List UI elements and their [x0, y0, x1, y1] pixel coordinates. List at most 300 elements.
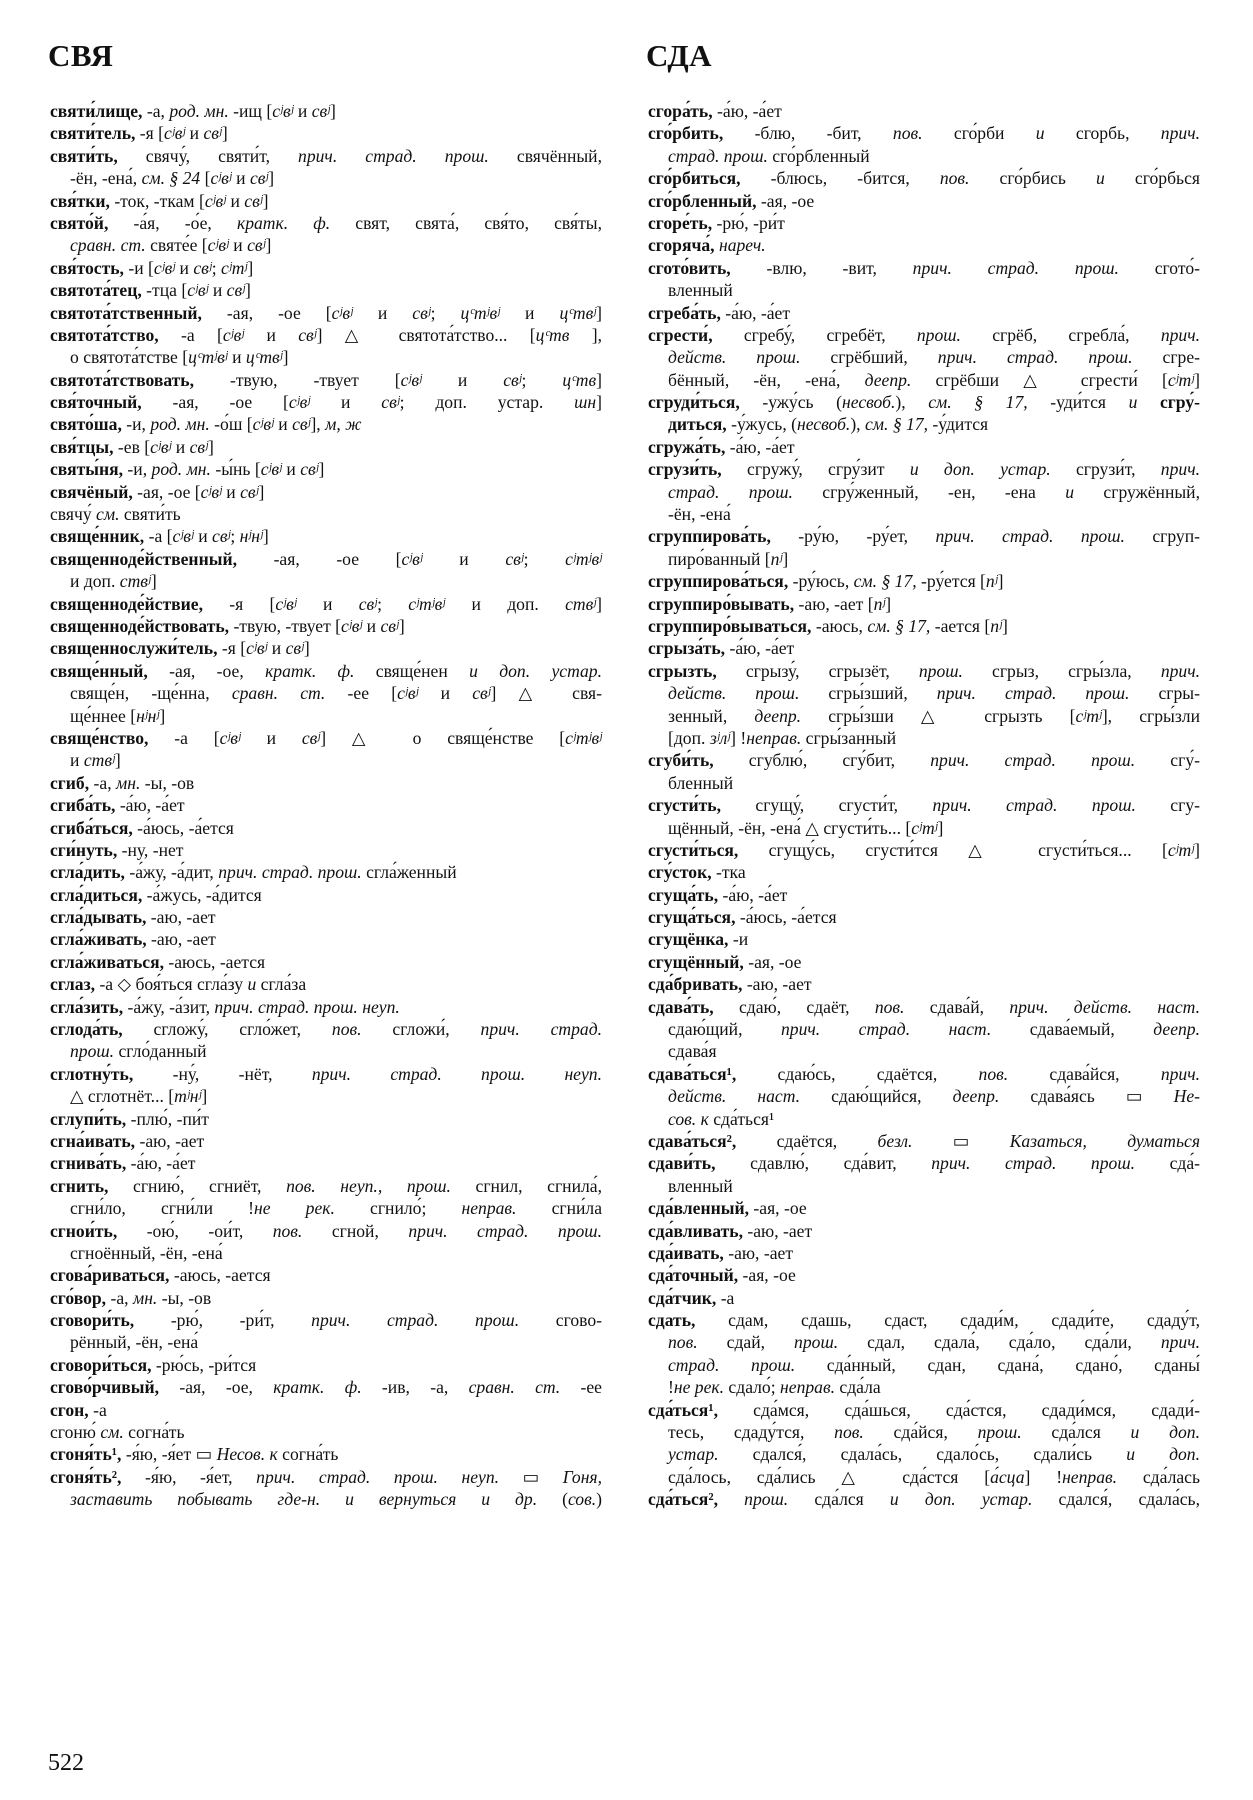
headword: сглупи́ть,: [50, 1108, 127, 1129]
grammar-label: заставить побывать где-н. и вернуться и др.: [70, 1489, 538, 1510]
headword: свяще́нство,: [50, 727, 149, 748]
grammar-label: сʲвʲ: [401, 548, 423, 569]
grammar-label: сʲтʲ: [911, 817, 938, 838]
headword: святота́тство,: [50, 324, 159, 345]
dictionary-entry-line: [50, 481, 602, 503]
dictionary-entry-line: [648, 1152, 1200, 1174]
headword: сговори́ть,: [50, 1310, 135, 1331]
headword: сгна́ивать,: [50, 1130, 136, 1151]
entry-text: сгложу́, сгло́жет,: [122, 1019, 332, 1040]
entry-text: сда́ться¹: [708, 1108, 775, 1129]
entry-text: сгорбь,: [1044, 123, 1161, 144]
grammar-label: прич.: [1160, 459, 1200, 480]
entry-text: -тка: [711, 862, 746, 883]
headword: сги́нуть,: [50, 839, 118, 860]
headword: сгоряча́,: [648, 235, 715, 256]
entry-text: -твую, -твует [: [229, 615, 342, 636]
entry-text: (: [537, 1489, 568, 1510]
headword: сда́ться²,: [648, 1489, 718, 1510]
dictionary-entry-line: [50, 1421, 602, 1443]
headword: сгу́сток,: [648, 862, 712, 883]
entry-text: сда́йся,: [863, 1422, 978, 1443]
grammar-label: прич. страд. прош.: [298, 145, 489, 166]
grammar-label: прич. страд. прош.: [936, 683, 1130, 704]
grammar-label: сʲвʲ: [341, 615, 363, 636]
entry-text: -аюсь, -ается: [169, 1265, 271, 1286]
entry-text: и: [240, 727, 302, 748]
entry-text: сдал, сдала́, сда́ло, сда́ли,: [838, 1332, 1161, 1353]
entry-text: -ая, -ое,: [147, 660, 266, 681]
headword: священноде́йствовать,: [50, 615, 230, 636]
dictionary-entry-line: [50, 1018, 602, 1040]
grammar-label: прич. страд. прош.: [912, 257, 1119, 278]
dictionary-entry-line: [50, 615, 602, 637]
entry-text: сдавлю́, сда́вит,: [715, 1153, 932, 1174]
grammar-label: прош.: [794, 1332, 839, 1353]
dictionary-entry-line: [50, 436, 602, 458]
entry-text: -ну́, -нёт,: [133, 1063, 312, 1084]
entry-text: сдава́ясь ▭: [999, 1086, 1174, 1107]
entry-text: сда́ла: [835, 1377, 881, 1398]
entry-text: ]: [207, 436, 214, 457]
entry-text: сгни́ла: [516, 1198, 603, 1219]
grammar-label: свʲ: [292, 414, 311, 435]
entry-text: сгово-: [519, 1310, 602, 1331]
dictionary-entry-line: [648, 615, 1200, 637]
dictionary-entry-line: [648, 167, 1200, 189]
grammar-label: прош.: [744, 1489, 789, 1510]
dictionary-entry-line: [648, 839, 1200, 861]
entry-text: и: [244, 324, 299, 345]
dictionary-entry-line: [50, 1063, 602, 1085]
headword: сгиба́ть,: [50, 795, 116, 816]
entry-text: -а ◇ боя́ться сгла́зу: [95, 974, 248, 995]
entry-text: -ая, -ое [: [201, 302, 332, 323]
entry-text: -влю, -вит,: [730, 257, 913, 278]
entry-continuation-line: [648, 1018, 1200, 1040]
entry-text: сдам, сдашь, сдаст, сдади́м, сдади́те, сдаду́т,: [695, 1310, 1200, 1331]
grammar-label: свʲ: [212, 526, 231, 547]
grammar-label: неправ.: [746, 727, 802, 748]
dictionary-entry-line: [648, 794, 1200, 816]
headword: сгрызть,: [648, 660, 717, 681]
entry-text: ]: [596, 369, 602, 390]
dictionary-entry-line: [50, 212, 602, 234]
dictionary-entry-line: [648, 212, 1200, 234]
grammar-label: пʲ: [873, 593, 886, 614]
grammar-label: сʲвʲ: [288, 392, 311, 413]
grammar-label: прич.: [1160, 324, 1200, 345]
entry-text: -а,: [106, 1287, 133, 1308]
grammar-label: сравн. ст.: [231, 683, 326, 704]
dictionary-entry-line: [50, 1264, 602, 1286]
grammar-label: пов.: [272, 1220, 303, 1241]
entry-text: -а́ю, -а́ет: [126, 1153, 196, 1174]
entry-text: сдава́й,: [904, 996, 1010, 1017]
grammar-label: кратк. ф.: [273, 1377, 362, 1398]
headword: сгусти́ть,: [648, 795, 721, 816]
grammar-label: прич. страд. прош.: [218, 862, 362, 883]
entry-text: сда́лось, сда́лись △ сда́стся [: [668, 1466, 991, 1487]
grammar-label: прич. страд. прош.: [932, 795, 1136, 816]
entry-text: -о́ш [: [209, 414, 253, 435]
entry-text: -и: [728, 929, 749, 950]
grammar-label: свʲ: [300, 459, 319, 480]
entry-text: свяще́нен: [354, 660, 470, 681]
headword: священноде́йственный,: [50, 548, 237, 569]
dictionary-entry-line: [50, 727, 602, 749]
entry-text: и: [421, 369, 504, 390]
entry-text: -а [: [158, 324, 223, 345]
grammar-label: свʲ: [193, 257, 212, 278]
entry-text: сгото́-: [1118, 257, 1200, 278]
grammar-label: пов. неуп., прош.: [286, 1175, 451, 1196]
dictionary-entry-line: [50, 122, 602, 144]
grammar-label: сʲвʲ: [204, 190, 227, 211]
entry-text: -у́дится: [928, 414, 989, 435]
entry-text: ▭: [912, 1130, 1010, 1151]
entry-continuation-line: [648, 772, 1200, 794]
grammar-label: сʲвʲ: [210, 168, 232, 189]
entry-text: -а́ю, -а́ет: [718, 884, 788, 905]
grammar-label: свʲ: [298, 324, 317, 345]
entry-continuation-line: [648, 727, 1200, 749]
grammar-label: прич. страд. наст.: [781, 1019, 992, 1040]
headword: свяще́нник,: [50, 526, 145, 547]
grammar-label: сʲвʲ: [219, 727, 241, 748]
dictionary-entry-line: [648, 458, 1200, 480]
grammar-label: прич.: [1160, 123, 1200, 144]
entry-text: сда́лся: [1021, 1422, 1131, 1443]
grammar-label: не рек.: [673, 1377, 725, 1398]
entry-text: ]: [318, 459, 325, 480]
grammar-label: сʲвʲ: [252, 414, 274, 435]
grammar-label: и: [1096, 168, 1105, 189]
entry-text: и: [418, 683, 473, 704]
dictionary-entry-line: [648, 996, 1200, 1018]
entry-continuation-line: [50, 167, 602, 189]
entry-text: и: [227, 347, 246, 368]
headword: святота́тствовать,: [50, 369, 195, 390]
grammar-label: цᶜтв: [562, 369, 597, 390]
grammar-label: ствʲ: [119, 571, 151, 592]
headword: сгру́-: [1137, 392, 1200, 413]
grammar-label: и: [1065, 481, 1075, 502]
entry-text: -а́я, -о́е,: [108, 212, 237, 233]
entry-text: о святота́тстве [: [70, 347, 189, 368]
dictionary-entry-line: [50, 503, 602, 525]
entry-text: и: [273, 414, 293, 435]
entry-text: ], сгры́зли: [1101, 705, 1200, 726]
dictionary-entry-line: [50, 884, 602, 906]
entry-text: сгноённый, -ён, -ена́: [70, 1242, 223, 1263]
headword: сго́вор,: [50, 1287, 107, 1308]
entry-text: святе́е [: [145, 235, 208, 256]
entry-text: сгублю́, сгу́бит,: [713, 750, 931, 771]
entry-text: -аюсь, -ается: [163, 951, 266, 972]
entry-text: свячённый,: [488, 145, 602, 166]
grammar-label: не рек.: [254, 1198, 335, 1219]
entry-text: и: [208, 280, 227, 301]
entry-text: -ы, -ов: [157, 1287, 212, 1308]
entry-text: ]: [303, 638, 310, 659]
entry-text: рённый, -ён, -ена́: [70, 1332, 199, 1353]
dictionary-entry-line: [50, 548, 602, 570]
entry-text: сгущу́сь, сгусти́тся △ сгусти́ться... [: [738, 839, 1168, 860]
grammar-label: см.: [100, 1422, 124, 1443]
grammar-label: ствʲ: [565, 593, 597, 614]
grammar-label: mʲнʲ: [174, 1086, 202, 1107]
grammar-label: род. мн.: [169, 101, 229, 121]
entry-text: сгры-: [1129, 683, 1200, 704]
entry-text: сгу́-: [1135, 750, 1200, 771]
entry-text: -а [: [144, 526, 173, 547]
entry-text: -рю́, -ри́т: [712, 212, 785, 233]
entry-continuation-line: [50, 570, 602, 592]
entry-text: ]: [258, 481, 265, 502]
headword: сгреба́ть,: [648, 302, 721, 323]
grammar-label: сʲвʲ: [172, 526, 194, 547]
entry-text: согна́ть: [277, 1444, 339, 1465]
entry-text: ]: [262, 190, 269, 211]
entry-text: -у́жусь, (: [726, 414, 797, 435]
entry-text: сгложи́,: [361, 1019, 481, 1040]
headword: свято́й,: [50, 212, 109, 233]
entry-text: сдался́, сдала́сь, сдало́сь, сдали́сь: [718, 1444, 1127, 1465]
headword: сгрыза́ть,: [648, 638, 726, 659]
entry-continuation-line: [648, 481, 1200, 503]
dictionary-entry-line: [648, 1309, 1200, 1331]
entry-text: сгрёб, сгребла́,: [960, 324, 1161, 345]
entry-text: -ы́нь [: [210, 459, 261, 480]
page-number: 522: [48, 1750, 84, 1776]
entry-text: и доп.: [70, 571, 120, 592]
grammar-label: и доп. устар.: [909, 459, 1051, 480]
entry-text: сго́рбься: [1104, 168, 1200, 189]
dictionary-entry-line: [50, 839, 602, 861]
entry-continuation-line: [648, 1085, 1200, 1107]
entry-text: -а́ю, -а́ет: [720, 302, 791, 323]
headword: святы́ня,: [50, 459, 124, 480]
entry-text: и: [228, 235, 248, 256]
headword: сда́точный,: [648, 1265, 739, 1286]
entry-text: -ая, -ое [: [236, 548, 402, 569]
grammar-label: сʲвʲ: [187, 280, 209, 301]
grammar-label: нʲнʲ: [239, 526, 263, 547]
entry-text: -ы, -ов: [140, 772, 195, 793]
entry-text: и: [193, 526, 213, 547]
grammar-label: свʲ: [301, 727, 321, 748]
grammar-label: см. § 24: [141, 168, 201, 189]
headword: свято́ша,: [50, 414, 122, 435]
entry-text: ]: [201, 1086, 208, 1107]
dictionary-entry-line: [50, 906, 602, 928]
dictionary-entry-line: [648, 1242, 1200, 1264]
entry-text: тесь, сдаду́тся,: [668, 1422, 835, 1443]
entry-text: сдался́, сдала́сь,: [1032, 1489, 1200, 1510]
entry-text: -ая, -ое: [743, 951, 802, 972]
entry-text: сгла́за: [256, 974, 307, 995]
entry-text: ]: [245, 280, 251, 301]
grammar-label: прич. действ. наст.: [1009, 996, 1200, 1017]
grammar-label: прич. страд. прош. неуп.: [311, 1063, 602, 1084]
entry-continuation-line: [648, 1421, 1200, 1443]
entry-text: -твую, -твует [: [194, 369, 401, 390]
entry-text: -ою́, -ои́т,: [117, 1220, 273, 1241]
dictionary-entry-line: [50, 951, 602, 973]
dictionary-entry-line: [50, 1130, 602, 1152]
entry-continuation-line: [648, 503, 1200, 525]
headword: сгла́диться,: [50, 884, 143, 905]
entry-text: -аю, -ает: [742, 1220, 813, 1241]
entry-continuation-line: [648, 1443, 1200, 1465]
entry-text: и: [171, 436, 190, 457]
entry-text: -ая, -ое: [756, 190, 815, 211]
grammar-label: прич. страд. прош.: [935, 526, 1125, 547]
entry-text: -ев [: [113, 436, 151, 457]
entry-text: и: [293, 101, 312, 121]
grammar-label: см. § 17,: [853, 571, 917, 592]
entry-text: сгла́женный: [361, 862, 457, 883]
headword: сдава́ться¹,: [648, 1063, 737, 1084]
grammar-label: сʲвʲ: [400, 369, 422, 390]
grammar-label: сʲтʲ: [1167, 369, 1195, 390]
dictionary-entry-line: [50, 145, 602, 167]
entry-text: ]: [885, 593, 892, 614]
entry-text: сгрузи́т,: [1050, 459, 1161, 480]
grammar-label: сʲвʲ: [246, 638, 268, 659]
entry-text: сгной,: [302, 1220, 409, 1241]
headword: сгнива́ть,: [50, 1153, 127, 1174]
entry-text: сгрызу́, сгрызёт,: [716, 660, 919, 681]
dictionary-entry-line: [50, 996, 602, 1018]
dictionary-entry-line: [50, 817, 602, 839]
grammar-label: пов.: [978, 1063, 1009, 1084]
entry-text: -ая, -ое [: [132, 481, 201, 502]
dictionary-entry-line: [50, 257, 602, 279]
grammar-label: цᶜтвʲ: [559, 302, 597, 323]
entry-text: -аю, -ает: [135, 1130, 205, 1151]
dictionary-entry-line: [50, 302, 602, 324]
grammar-label: деепр.: [1153, 1019, 1201, 1040]
entry-text: и: [296, 593, 359, 614]
entry-text: ;: [230, 526, 240, 547]
dictionary-entry-line: [50, 593, 602, 615]
entry-continuation-line: [648, 1175, 1200, 1197]
running-head-right: СДА: [646, 38, 713, 73]
dictionary-entry-line: [648, 884, 1200, 906]
grammar-label: сʲвʲ: [397, 683, 419, 704]
entry-continuation-line: [50, 1085, 602, 1107]
entry-text: -а,: [142, 101, 170, 121]
grammar-label: см. § 17,: [867, 615, 931, 636]
grammar-label: и: [247, 974, 257, 995]
dictionary-entry-line: [648, 257, 1200, 279]
entry-text: сгребу́, сгребёт,: [712, 324, 917, 345]
entry-text: и: [500, 302, 560, 323]
entry-text: сгры́зший,: [799, 683, 937, 704]
grammar-label: страд. прош.: [668, 1354, 796, 1375]
dictionary-entry-line: [648, 324, 1200, 346]
headword: сго́рбить,: [648, 123, 724, 144]
entry-continuation-line: [648, 279, 1200, 301]
entry-text: ]: [262, 526, 269, 547]
grammar-label: прич. страд. прош.: [930, 750, 1136, 771]
grammar-label: сʲвʲ: [331, 302, 353, 323]
entry-text: -а́юсь, -а́ется: [132, 817, 234, 838]
entry-continuation-line: [648, 1354, 1200, 1376]
grammar-label: деепр.: [754, 705, 802, 726]
entry-text: ]: [268, 168, 275, 189]
dictionary-entry-line: [648, 861, 1200, 883]
entry-text: и: [422, 548, 506, 569]
entry-text: сгрёбший,: [800, 347, 938, 368]
grammar-label: прич.: [1160, 1063, 1200, 1084]
entry-text: свяще́н, -ще́нна,: [70, 683, 232, 704]
entry-text: сгоню́: [50, 1422, 101, 1443]
entry-text: -а́жу, -а́дит,: [124, 862, 219, 883]
entry-text: сгружу́, сгру́зит: [721, 459, 910, 480]
dictionary-entry-line: [50, 1108, 602, 1130]
left-column: [50, 100, 602, 1511]
entry-continuation-line: [648, 413, 1200, 435]
grammar-label: сов.: [567, 1489, 597, 1510]
grammar-label: прош.: [70, 1041, 115, 1062]
entry-continuation-line: [648, 369, 1200, 391]
grammar-label: деепр.: [864, 369, 912, 390]
headword: сгоня́ть¹,: [50, 1444, 122, 1465]
entry-text: ]: [221, 123, 228, 144]
entry-text: ]: [596, 593, 602, 614]
headword: сда́тчик,: [648, 1287, 717, 1308]
entry-text: сдава́емый,: [991, 1019, 1154, 1040]
entry-text: -плю́, -пи́т: [126, 1108, 209, 1129]
entry-text: сдава́йся,: [1008, 1063, 1161, 1084]
right-column: [648, 100, 1200, 1511]
grammar-label: сʲтʲвʲ: [565, 727, 602, 748]
dictionary-entry-line: [50, 861, 602, 883]
entry-text: сгущу́, сгусти́т,: [721, 795, 933, 816]
headword: сглотну́ть,: [50, 1063, 134, 1084]
entry-text: -ее: [560, 1377, 602, 1398]
dictionary-entry-line: [648, 593, 1200, 615]
grammar-label: Гоня,: [562, 1466, 602, 1487]
headword: сда́вливать,: [648, 1220, 743, 1241]
grammar-label: несвоб.: [842, 392, 896, 413]
entry-text: сгу-: [1135, 795, 1200, 816]
grammar-label: сравн. ст.: [468, 1377, 561, 1398]
dictionary-entry-line: [50, 391, 602, 413]
entry-text: щённый, -ён, -ена́ △ сгусти́ть... [: [668, 817, 912, 838]
grammar-label: прич. страд.: [480, 1019, 602, 1040]
entry-text: -ив, -а,: [361, 1377, 469, 1398]
dictionary-entry-line: [50, 1376, 602, 1398]
headword: сгруппирова́ться,: [648, 571, 789, 592]
dictionary-entry-line: [648, 1488, 1200, 1510]
grammar-label: цᶜтʲвʲ: [188, 347, 228, 368]
entry-text: бённый, -ён, -ена́,: [668, 369, 865, 390]
entry-text: сгнило́;: [334, 1198, 462, 1219]
headword: сдави́ть,: [648, 1153, 716, 1174]
entry-text: ]: [1001, 615, 1008, 636]
dictionary-entry-line: [648, 1287, 1200, 1309]
grammar-label: пов.: [892, 123, 923, 144]
headword: сгрести́,: [648, 324, 713, 345]
dictionary-entry-line: [50, 1443, 602, 1465]
entry-text: ] !: [730, 727, 747, 748]
entry-text: -тца [: [141, 280, 188, 301]
entry-text: -рю́сь, -ри́тся: [151, 1354, 257, 1375]
